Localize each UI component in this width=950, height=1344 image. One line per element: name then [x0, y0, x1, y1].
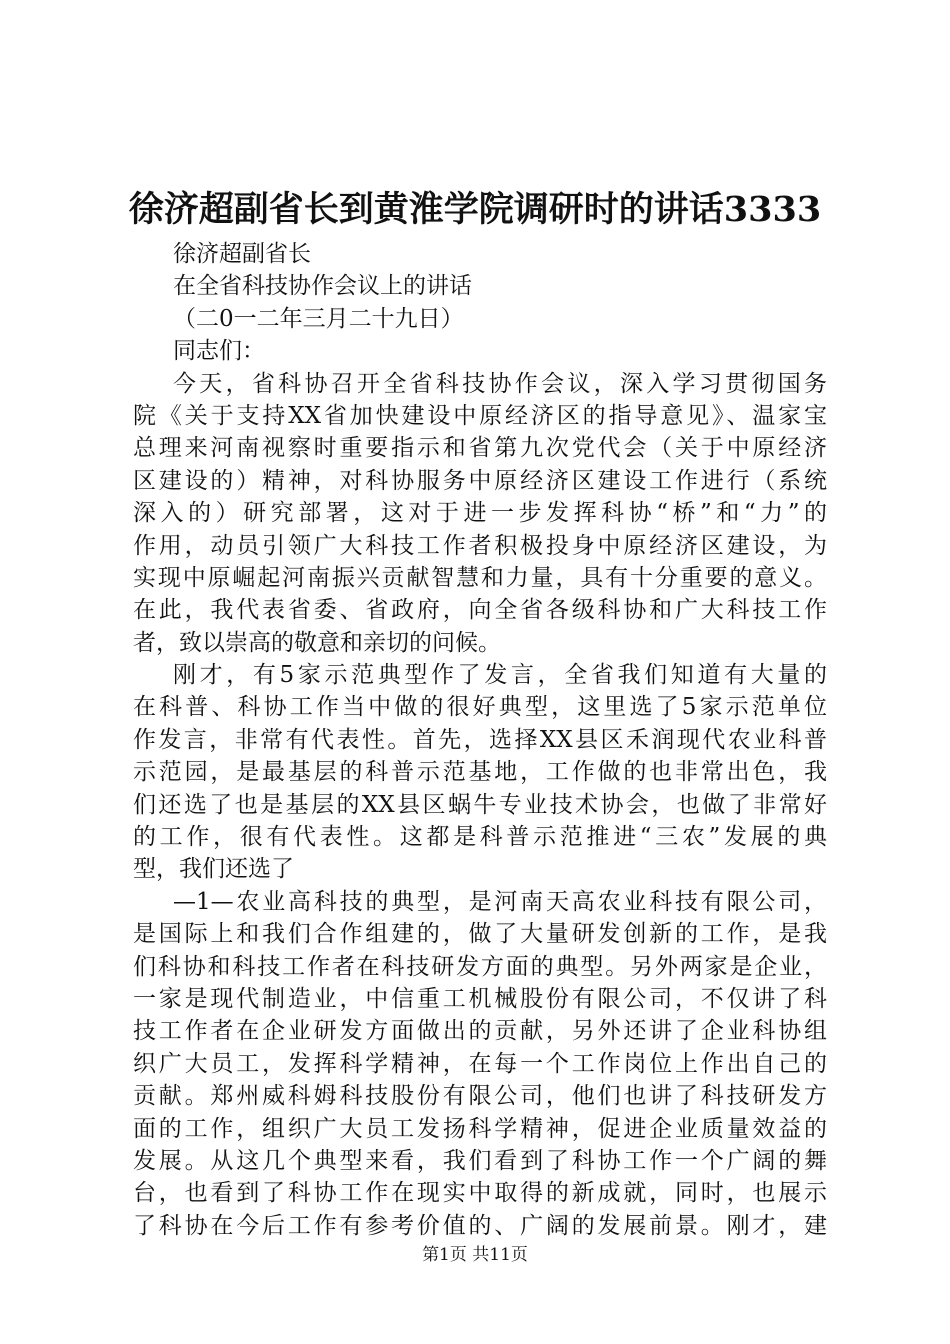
paragraph-3-line: 面的工作，组织广大员工发扬科学精神，促进企业质量效益的 — [133, 1115, 827, 1142]
header-line-occasion: 在全省科技协作会议上的讲话 — [173, 273, 472, 300]
header-line-speaker: 徐济超副省长 — [173, 241, 311, 267]
paragraph-3-line: 贡献。郑州威科姆科技股份有限公司，他们也讲了科技研发方 — [133, 1083, 827, 1110]
paragraph-2-line: 型，我们还选了 — [133, 856, 294, 883]
paragraph-3-line: 技工作者在企业研发方面做出的贡献，另外还讲了企业科协组 — [133, 1018, 827, 1045]
document-body — [133, 238, 827, 1242]
paragraph-2-line: 的工作，很有代表性。这都是科普示范推进“三农”发展的典 — [133, 824, 827, 851]
paragraph-3-line: 们科协和科技工作者在科技研发方面的典型。另外两家是企业， — [133, 953, 827, 980]
paragraph-2-line: 在科普、科协工作当中做的很好典型，这里选了5家示范单位 — [133, 694, 827, 721]
paragraph-2-line: 刚才，有5家示范典型作了发言，全省我们知道有大量的 — [173, 662, 827, 689]
paragraph-3-line: 一家是现代制造业，中信重工机械股份有限公司，不仅讲了科 — [133, 985, 827, 1012]
paragraph-2-line: 们还选了也是基层的XX县区蜗牛专业技术协会，也做了非常好 — [133, 791, 827, 818]
paragraph-1-line: 在此，我代表省委、省政府，向全省各级科协和广大科技工作 — [133, 597, 827, 624]
paragraph-3-line: 台，也看到了科协工作在现实中取得的新成就，同时，也展示 — [133, 1180, 827, 1207]
paragraph-3-line: 织广大员工，发挥科学精神，在每一个工作岗位上作出自己的 — [133, 1050, 827, 1077]
paragraph-3-line: 了科协在今后工作有参考价值的、广阔的发展前景。刚才，建 — [133, 1212, 827, 1239]
paragraph-2-line: 示范园，是最基层的科普示范基地，工作做的也非常出色，我 — [133, 759, 827, 786]
paragraph-1-line: 深入的）研究部署，这对于进一步发挥科协“桥”和“力”的 — [133, 500, 827, 527]
paragraph-3-line: 发展。从这几个典型来看，我们看到了科协工作一个广阔的舞 — [133, 1147, 827, 1174]
paragraph-1-line: 今天，省科协召开全省科技协作会议，深入学习贯彻国务 — [173, 370, 827, 397]
paragraph-3-line: 是国际上和我们合作组建的，做了大量研发创新的工作，是我 — [133, 921, 827, 948]
paragraph-1-line: 总理来河南视察时重要指示和省第九次党代会（关于中原经济 — [133, 435, 827, 462]
paragraph-3-line: —1—农业高科技的典型，是河南天高农业科技有限公司， — [173, 888, 827, 915]
header-line-date: （二0一二年三月二十九日） — [173, 305, 464, 332]
paragraph-1-line: 区建设的）精神，对科协服务中原经济区建设工作进行（系统 — [133, 467, 827, 494]
page-number-footer: 第1页 共11页 — [422, 1245, 528, 1265]
paragraph-1-line: 院《关于支持XX省加快建设中原经济区的指导意见》、温家宝 — [133, 402, 827, 429]
header-line-salutation: 同志们： — [173, 338, 265, 365]
paragraph-1-line: 作用，动员引领广大科技工作者积极投身中原经济区建设，为 — [133, 532, 827, 559]
paragraph-2-line: 作发言，非常有代表性。首先，选择XX县区禾润现代农业科普 — [133, 726, 827, 753]
paragraph-1-line: 者，致以崇高的敬意和亲切的问候。 — [133, 629, 501, 656]
paragraph-1-line: 实现中原崛起河南振兴贡献智慧和力量，具有十分重要的意义。 — [133, 564, 827, 591]
document-title: 徐济超副省长到黄淮学院调研时的讲话3333 — [128, 189, 822, 230]
